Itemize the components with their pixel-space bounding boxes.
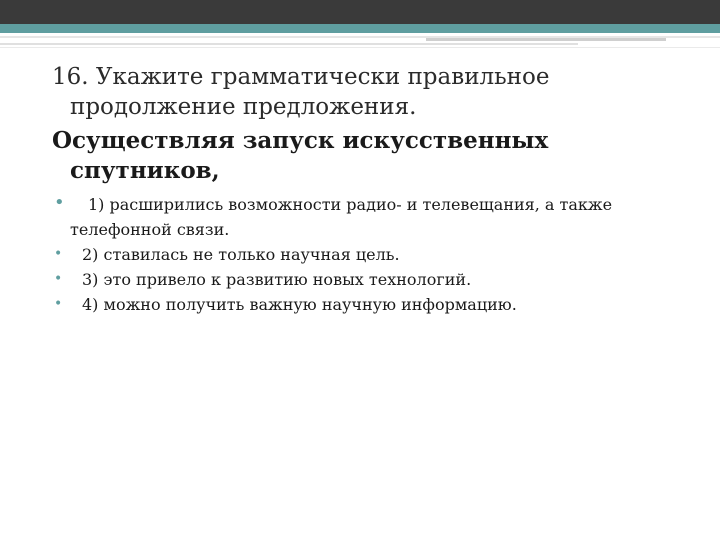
bullet-dot-icon: • xyxy=(54,271,63,287)
answer-option-2 xyxy=(52,242,692,267)
answer-option-1 xyxy=(52,192,692,242)
slide-content xyxy=(52,62,692,317)
question-title-line2: продолжение предложения. xyxy=(70,94,417,120)
sentence-lead-line1: Осуществляя запуск искусственных xyxy=(52,127,549,154)
answer-option-3 xyxy=(52,267,692,292)
bullet-dot-icon: • xyxy=(54,296,63,312)
header-accent-bar xyxy=(0,24,720,33)
answer-option-4-text: 4) можно получить важную научную информацию. xyxy=(82,295,517,314)
answer-list xyxy=(52,192,692,317)
answer-option-3-text: 3) это привело к развитию новых технологий. xyxy=(82,270,472,289)
answer-option-1-line2: телефонной связи. xyxy=(70,220,230,239)
decorative-rule xyxy=(426,38,666,41)
decorative-rule xyxy=(0,43,578,45)
answer-option-2-text: 2) ставилась не только научная цель. xyxy=(82,245,400,264)
sentence-lead-line2: спутников, xyxy=(70,157,220,184)
answer-option-4 xyxy=(52,292,692,317)
header-dark-bar xyxy=(0,0,720,24)
bullet-dot-icon: • xyxy=(54,192,65,213)
bullet-dot-icon: • xyxy=(54,246,63,262)
decorative-rule xyxy=(0,47,720,48)
question-title-line1: 16. Укажите грамматически правильное xyxy=(52,64,550,90)
answer-option-1-line1: 1) расширились возможности радио- и телевещания, а также xyxy=(88,195,613,214)
